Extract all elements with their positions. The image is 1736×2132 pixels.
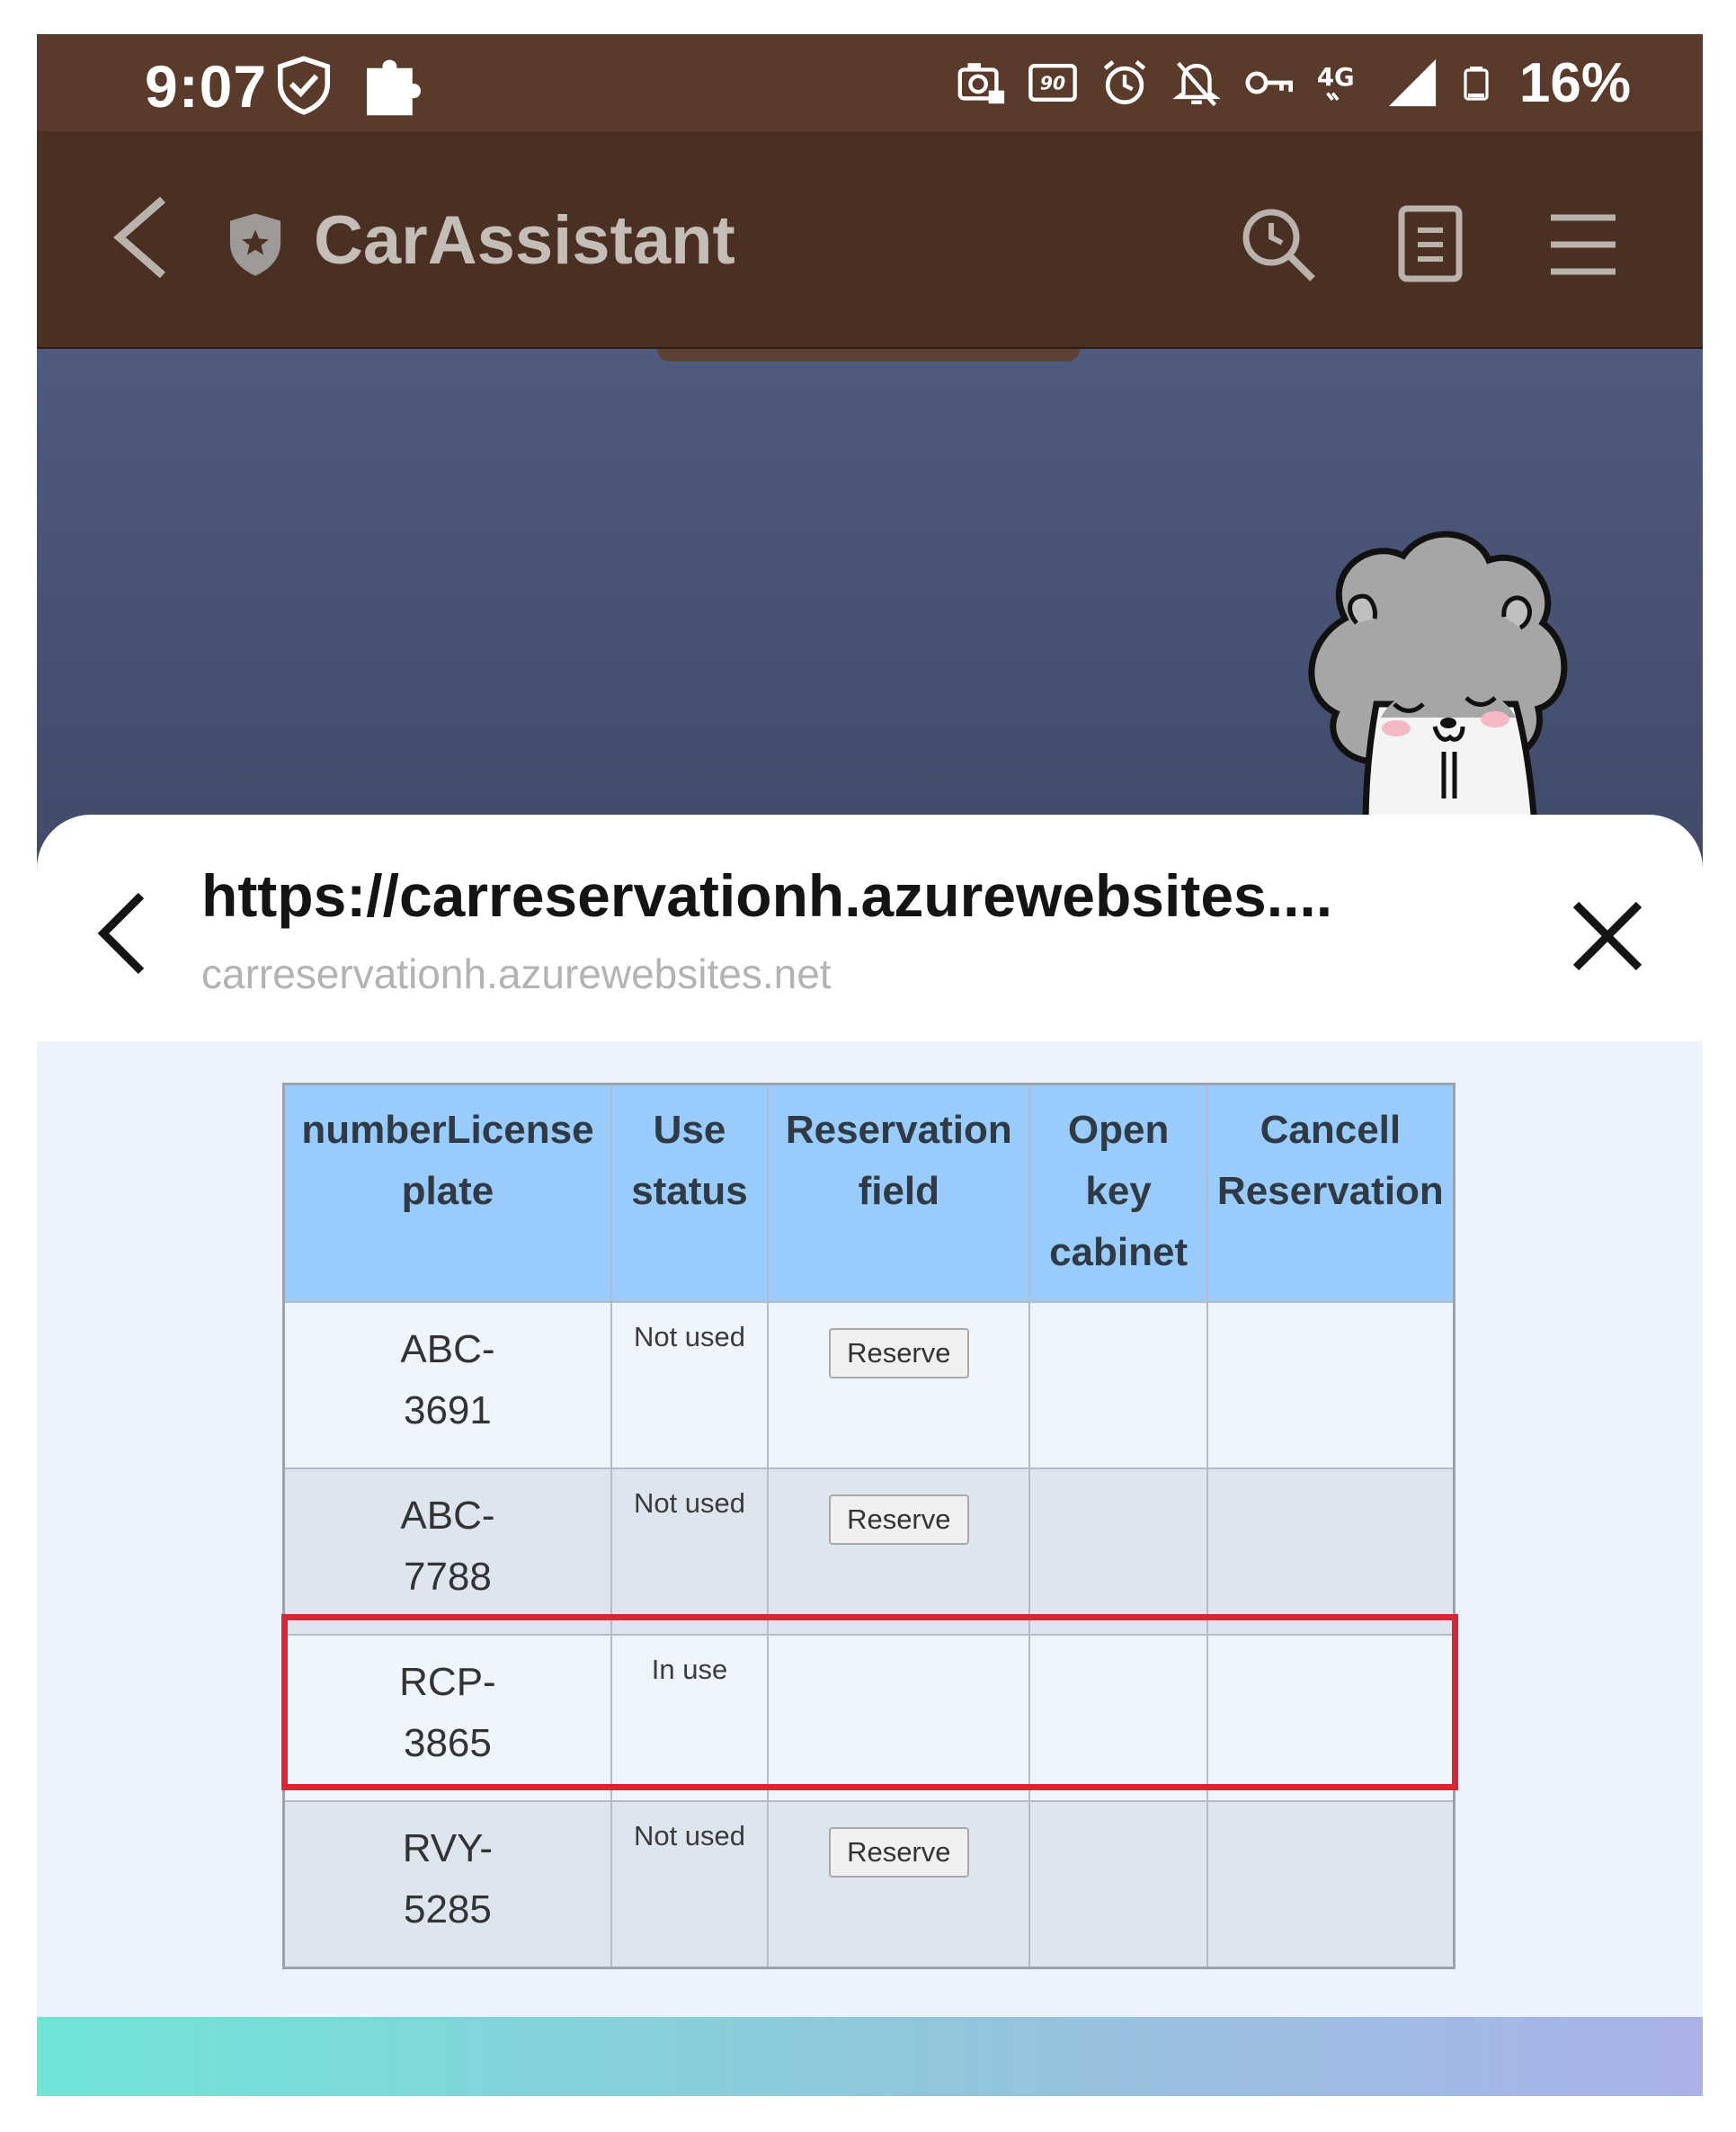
plate-number: ABC- 7788 (400, 1494, 495, 1599)
refresh-rate-icon (1027, 57, 1079, 109)
webview-sheet (37, 815, 1703, 2096)
reserve-button[interactable]: Reserve (829, 1328, 968, 1378)
table-row (284, 1468, 1455, 1635)
cancel-cell (1207, 1801, 1455, 1967)
car-reservation-table (282, 1083, 1456, 1969)
svg-text:4G: 4G (1316, 62, 1355, 92)
status-time: 9:07 (145, 53, 268, 120)
plate-cell (284, 1302, 611, 1468)
header-cancel-reservation: Cancell Reservation (1207, 1084, 1455, 1303)
screenshot-icon (955, 57, 1007, 109)
web-page-content (37, 1041, 1703, 2017)
phone-screen (37, 34, 1703, 2096)
back-chevron-icon[interactable] (94, 888, 148, 978)
footer-gradient-bar (37, 2017, 1703, 2096)
plate-cell (284, 1635, 611, 1801)
use-status: In use (651, 1654, 728, 1685)
plate-number: RCP- 3865 (399, 1660, 496, 1765)
key-cabinet-cell (1029, 1302, 1206, 1468)
search-icon[interactable] (1237, 203, 1318, 284)
table-row-in-use (284, 1635, 1455, 1801)
header-use-status: Use status (611, 1084, 768, 1303)
back-arrow-icon[interactable] (109, 192, 172, 282)
signal-icon (1386, 57, 1438, 109)
header-reservation-field: Reservation field (768, 1084, 1029, 1303)
status-cell (611, 1302, 768, 1468)
key-cabinet-cell (1029, 1468, 1206, 1635)
status-bar (37, 34, 1703, 131)
document-icon[interactable] (1394, 203, 1466, 284)
plate-cell (284, 1468, 611, 1635)
svg-text:90: 90 (1039, 72, 1066, 94)
webview-url-title: https://carreservationh.azurewebsites.... (201, 862, 1333, 929)
menu-icon[interactable] (1547, 210, 1619, 279)
cancel-cell (1207, 1302, 1455, 1468)
table-row (284, 1302, 1455, 1468)
app-title: CarAssistant (314, 202, 735, 279)
header-license-plate: numberLicense plate (284, 1084, 611, 1303)
table-header-row (284, 1084, 1455, 1303)
reservation-cell (768, 1635, 1029, 1801)
shield-check-icon (272, 54, 335, 117)
network-type-icon (1314, 57, 1367, 109)
app-bar (37, 131, 1703, 349)
key-cabinet-cell (1029, 1635, 1206, 1801)
bell-off-icon (1171, 57, 1223, 109)
key-cabinet-cell (1029, 1801, 1206, 1967)
use-status: Not used (633, 1487, 746, 1519)
cancel-cell (1207, 1468, 1455, 1635)
puzzle-icon (361, 52, 423, 119)
reserve-button[interactable]: Reserve (829, 1827, 968, 1878)
alarm-icon (1099, 57, 1151, 109)
status-icons (955, 50, 1631, 115)
header-open-key-cabinet: Open key cabinet (1029, 1084, 1206, 1303)
shield-logo-icon (226, 210, 285, 279)
reservation-cell (768, 1801, 1029, 1967)
reservation-cell (768, 1468, 1029, 1635)
reservation-cell (768, 1302, 1029, 1468)
close-icon[interactable] (1567, 896, 1648, 977)
cancel-cell (1207, 1635, 1455, 1801)
table-row (284, 1801, 1455, 1967)
battery-icon (1458, 57, 1494, 109)
vpn-key-icon (1242, 57, 1295, 109)
status-cell (611, 1801, 768, 1967)
status-cell (611, 1635, 768, 1801)
plate-number: RVY- 5285 (402, 1826, 494, 1931)
status-cell (611, 1468, 768, 1635)
use-status: Not used (633, 1321, 746, 1352)
sheet-tab (657, 349, 1080, 361)
reserve-button[interactable]: Reserve (829, 1494, 968, 1545)
battery-percent: 16% (1518, 51, 1631, 114)
plate-number: ABC- 3691 (400, 1327, 495, 1432)
plate-cell (284, 1801, 611, 1967)
webview-domain: carreservationh.azurewebsites.net (201, 950, 832, 997)
use-status: Not used (633, 1820, 746, 1851)
